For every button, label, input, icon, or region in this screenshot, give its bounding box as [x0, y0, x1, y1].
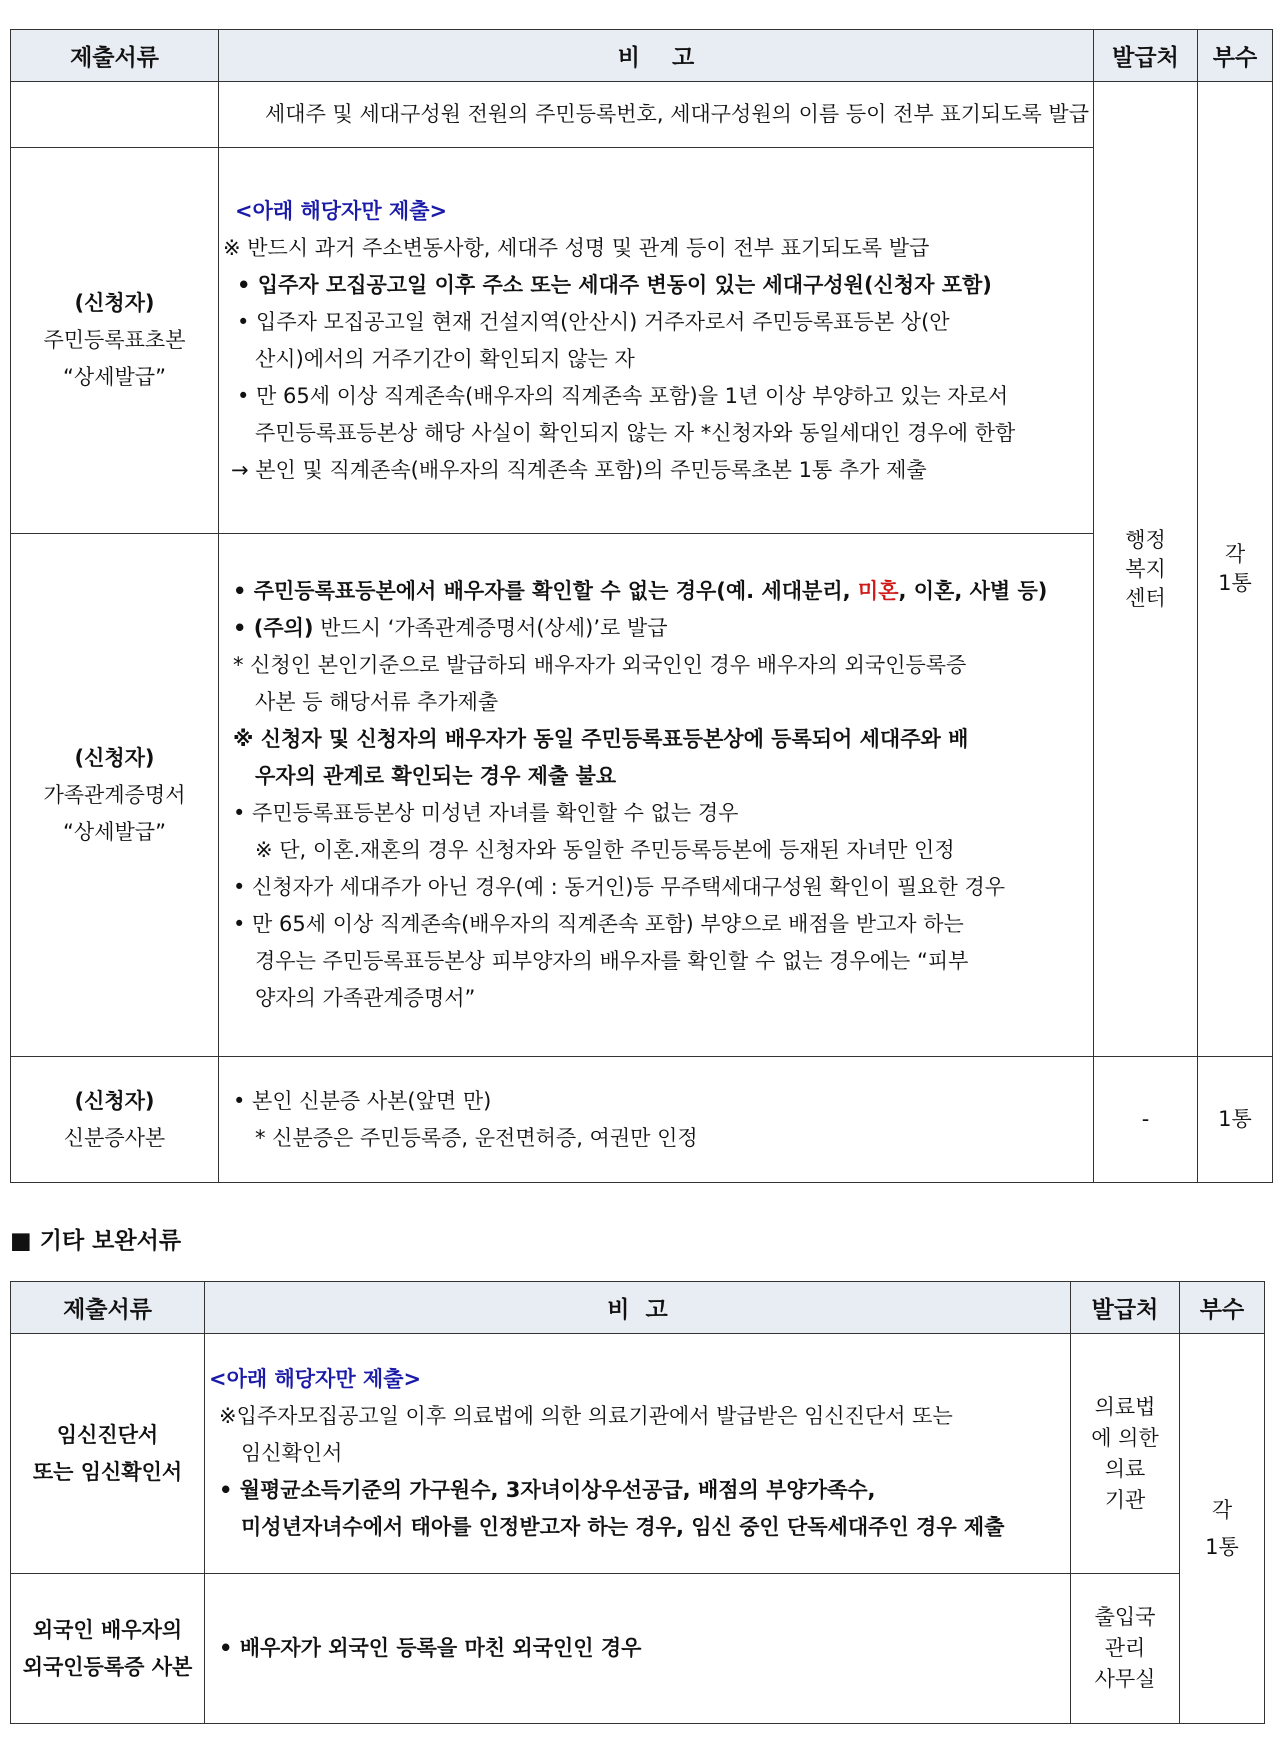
row0-doc — [11, 82, 219, 148]
row2-doc — [11, 534, 219, 1057]
note-line: * 신분증은 주민등록증, 운전면허증, 여권만 인정 — [255, 1125, 698, 1150]
header-copies: 부수 — [1180, 1282, 1265, 1334]
row0-note-text: 세대주 및 세대구성원 전원의 주민등록번호, 세대구성원의 이름 등이 전부 표기되도록 발급 — [265, 102, 1090, 126]
doc-line: 또는 임신확인서 — [32, 1459, 183, 1484]
note-text: • 주민등록표등본에서 배우자를 확인할 수 없는 경우(예. 세대분리, — [233, 579, 858, 603]
note-line — [223, 610, 1089, 647]
note-line: ※ 반드시 과거 주소변동사항, 세대주 성명 및 관계 등이 전부 표기되도록 발급 — [223, 235, 930, 260]
doc-line: “상세발급” — [63, 365, 166, 389]
copies-merged — [1180, 1334, 1265, 1724]
note-line: • 입주자 모집공고일 이후 주소 또는 세대주 변동이 있는 세대구성원(신청자 포함) — [237, 272, 992, 297]
doc-line: (신청자) — [74, 1088, 155, 1113]
issuer-merged — [1094, 82, 1198, 1057]
row2-issuer — [1071, 1574, 1180, 1724]
table-other-documents — [10, 1281, 1265, 1724]
issuer-line: 행정 — [1125, 527, 1166, 552]
row1-note — [205, 1334, 1071, 1574]
issuer-line: 의료 — [1104, 1456, 1146, 1481]
issuer-line: 기관 — [1104, 1487, 1146, 1512]
note-line: • 월평균소득기준의 가구원수, 3자녀이상우선공급, 배점의 부양가족수, — [219, 1478, 876, 1502]
note-line: ※ 신청자 및 신청자의 배우자가 동일 주민등록표등본상에 등록되어 세대주와 배 — [233, 727, 969, 751]
note-text: 반드시 ‘가족관계증명서(상세)’로 발급 — [313, 616, 668, 640]
table-required-documents — [10, 29, 1273, 1183]
copies-line: 각 — [1224, 542, 1246, 566]
row3-note — [219, 1057, 1094, 1183]
header-notes: 비 고 — [205, 1282, 1071, 1334]
header-issuer: 발급처 — [1094, 30, 1198, 82]
note-line: 산시)에서의 거주기간이 확인되지 않는 자 — [255, 346, 635, 371]
row1-note — [219, 148, 1094, 534]
note-line: 양자의 가족관계증명서” — [255, 986, 476, 1010]
issuer-line: 사무실 — [1094, 1667, 1156, 1691]
note-line: 우자의 관계로 확인되는 경우 제출 불요 — [255, 764, 617, 788]
header-documents: 제출서류 — [11, 30, 219, 82]
row2-note — [219, 534, 1094, 1057]
note-line: • 신청자가 세대주가 아닌 경우(예 : 동거인)등 무주택세대구성원 확인이 필요한 경우 — [233, 875, 1006, 899]
issuer-line: 관리 — [1104, 1636, 1146, 1660]
note-line: • 배우자가 외국인 등록을 마친 외국인인 경우 — [219, 1636, 642, 1660]
note-line: <아래 해당자만 제출> — [209, 1367, 422, 1391]
note-line: ※입주자모집공고일 이후 의료법에 의한 의료기관에서 발급받은 임신진단서 또는 — [219, 1404, 953, 1428]
copies-line: 1통 — [1218, 571, 1252, 595]
row2-doc — [11, 1574, 205, 1724]
row3-doc — [11, 1057, 219, 1183]
note-line: * 신청인 본인기준으로 발급하되 배우자가 외국인인 경우 배우자의 외국인등록증 — [233, 653, 967, 677]
note-line: • 주민등록표등본상 미성년 자녀를 확인할 수 없는 경우 — [233, 801, 739, 825]
note-line — [223, 573, 1089, 610]
doc-line: 주민등록표초본 — [43, 328, 186, 352]
note-line: • 입주자 모집공고일 현재 건설지역(안산시) 거주자로서 주민등록표등본 상(안 — [237, 309, 950, 334]
row1-issuer — [1071, 1334, 1180, 1574]
note-line: 미성년자녀수에서 태아를 인정받고자 하는 경우, 임신 중인 단독세대주인 경우 제출 — [241, 1515, 1005, 1539]
copies-line: 각 — [1211, 1497, 1233, 1522]
note-text: , 이혼, 사별 등) — [898, 579, 1048, 603]
row0-note — [219, 82, 1094, 148]
note-line: • 만 65세 이상 직계존속(배우자의 직계존속 포함)을 1년 이상 부양하고 있는 자로서 — [237, 383, 1009, 408]
copies-merged — [1198, 82, 1273, 1057]
doc-line: 외국인 배우자의 — [32, 1617, 183, 1642]
header-notes: 비 고 — [219, 30, 1094, 82]
note-line: 경우는 주민등록표등본상 피부양자의 배우자를 확인할 수 없는 경우에는 “피부 — [255, 949, 969, 973]
row1-doc — [11, 1334, 205, 1574]
note-line: <아래 해당자만 제출> — [235, 198, 448, 223]
row2-note — [205, 1574, 1071, 1724]
issuer-line: 센터 — [1125, 585, 1166, 610]
issuer-line: 에 의한 — [1091, 1425, 1159, 1450]
note-line: 주민등록표등본상 해당 사실이 확인되지 않는 자 *신청자와 동일세대인 경우에 한함 — [255, 420, 1016, 445]
header-documents: 제출서류 — [11, 1282, 205, 1334]
note-text: • (주의) — [233, 616, 314, 640]
doc-line: “상세발급” — [63, 819, 166, 844]
doc-line: (신청자) — [74, 745, 155, 770]
note-line: 사본 등 해당서류 추가제출 — [255, 690, 499, 714]
issuer-line: 의료법 — [1094, 1394, 1156, 1419]
doc-line: 신분증사본 — [63, 1125, 166, 1150]
doc-line: 임신진단서 — [56, 1422, 159, 1447]
row3-issuer: - — [1094, 1057, 1198, 1183]
issuer-line: 출입국 — [1094, 1605, 1156, 1629]
row1-doc — [11, 148, 219, 534]
copies-line: 1통 — [1205, 1534, 1239, 1559]
doc-line: (신청자) — [74, 291, 155, 315]
note-line: 임신확인서 — [241, 1441, 343, 1465]
note-highlight-red: 미혼 — [857, 579, 899, 603]
header-copies: 부수 — [1198, 30, 1273, 82]
note-line: • 본인 신분증 사본(앞면 만) — [233, 1088, 492, 1113]
section-title-other-documents: ■ 기타 보완서류 — [10, 1228, 182, 1254]
issuer-line: 복지 — [1125, 556, 1166, 581]
note-line: → 본인 및 직계존속(배우자의 직계존속 포함)의 주민등록초본 1통 추가 제출 — [231, 457, 927, 482]
header-issuer: 발급처 — [1071, 1282, 1180, 1334]
row3-copies: 1통 — [1198, 1057, 1273, 1183]
doc-line: 가족관계증명서 — [43, 782, 186, 807]
note-line: • 만 65세 이상 직계존속(배우자의 직계존속 포함) 부양으로 배점을 받고자 하는 — [233, 912, 964, 936]
note-line: ※ 단, 이혼.재혼의 경우 신청자와 동일한 주민등록등본에 등재된 자녀만 인정 — [255, 838, 955, 862]
doc-line: 외국인등록증 사본 — [22, 1654, 193, 1679]
